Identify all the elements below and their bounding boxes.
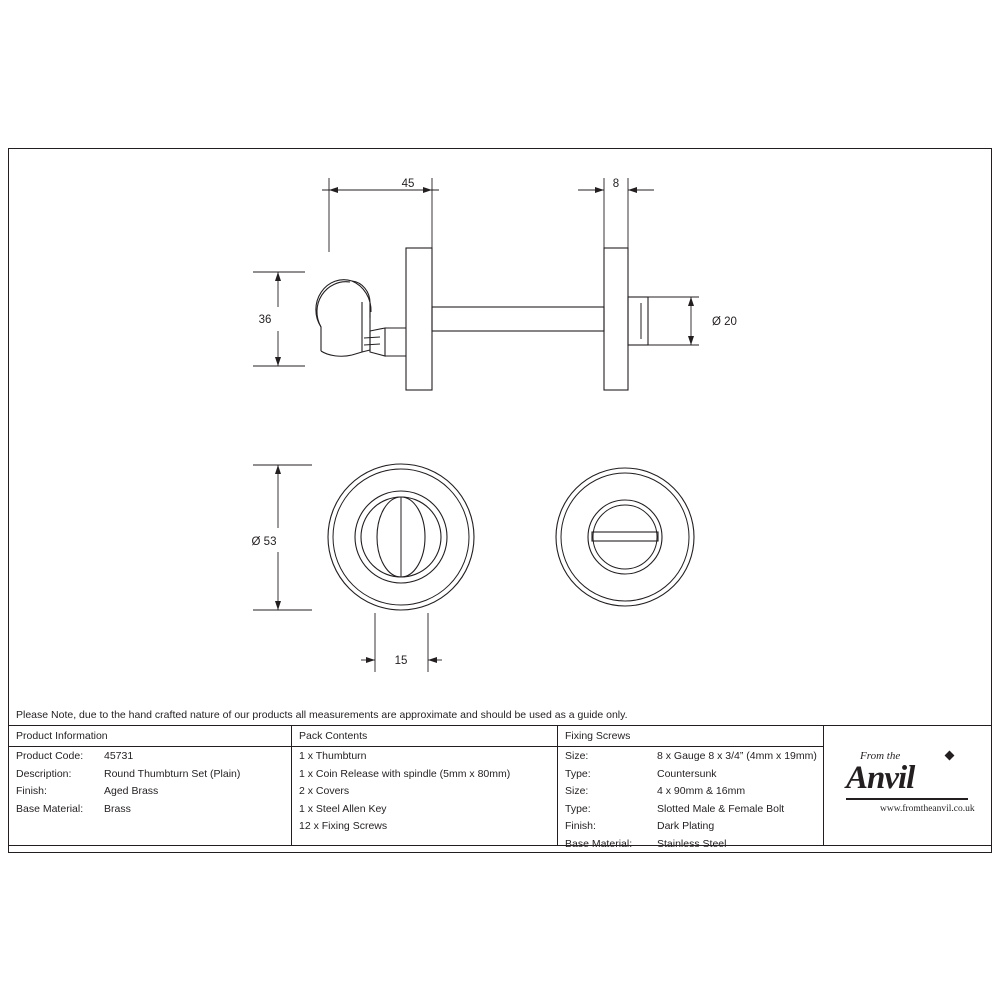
info-table bbox=[8, 726, 992, 850]
row-value: Round Thumbturn Set (Plain) bbox=[104, 767, 241, 780]
dim-label-dia-20: Ø 20 bbox=[712, 316, 737, 328]
row-label: Type: bbox=[565, 802, 591, 815]
row-value: 8 x Gauge 8 x 3/4” (4mm x 19mm) bbox=[657, 750, 817, 762]
logo-url-text: www.fromtheanvil.co.uk bbox=[880, 804, 975, 814]
table-row bbox=[565, 801, 823, 819]
dimension-45 bbox=[322, 178, 439, 252]
logo-brand-text: Anvil bbox=[846, 760, 915, 796]
measurement-note: Please Note, due to the hand crafted nature of our products all measurements are approximate and should be used as a guide only. bbox=[8, 704, 992, 726]
fixing-screws-column bbox=[557, 726, 823, 850]
list-item: 12 x Fixing Screws bbox=[299, 820, 388, 832]
table-row bbox=[16, 783, 291, 801]
dim-label-dia-53: Ø 53 bbox=[251, 536, 277, 548]
diamond-icon bbox=[945, 751, 955, 761]
row-label: Type: bbox=[565, 767, 591, 780]
row-value: Dark Plating bbox=[657, 820, 715, 832]
row-value: Slotted Male & Female Bolt bbox=[657, 802, 785, 815]
product-information-heading: Product Information bbox=[16, 730, 108, 742]
pack-contents-column bbox=[291, 726, 557, 846]
table-row bbox=[16, 766, 291, 784]
row-label: Size: bbox=[565, 750, 589, 762]
row-label: Finish: bbox=[565, 820, 596, 832]
list-item: 1 x Coin Release with spindle (5mm x 80mm) bbox=[299, 767, 511, 780]
product-information-column bbox=[9, 726, 291, 846]
row-label: Base Material: bbox=[16, 802, 84, 815]
header-divider bbox=[292, 746, 557, 747]
row-label: Product Code: bbox=[16, 750, 84, 762]
pack-contents-heading: Pack Contents bbox=[299, 730, 368, 742]
header-divider bbox=[9, 746, 291, 747]
row-value: Countersunk bbox=[657, 767, 717, 780]
row-value: 45731 bbox=[104, 750, 134, 762]
table-row bbox=[565, 748, 823, 766]
row-label: Base Material: bbox=[565, 837, 633, 850]
table-row bbox=[16, 801, 291, 819]
list-item: 2 x Covers bbox=[299, 785, 350, 797]
row-value: Aged Brass bbox=[104, 785, 159, 797]
brand-logo bbox=[823, 726, 993, 846]
row-value: Stainless Steel bbox=[657, 837, 727, 850]
table-row bbox=[16, 748, 291, 766]
table-row bbox=[565, 836, 823, 854]
table-row bbox=[565, 766, 823, 784]
row-label: Size: bbox=[565, 785, 589, 797]
logo-divider bbox=[846, 798, 968, 800]
list-item: 1 x Thumbturn bbox=[299, 750, 367, 762]
dim-label-45: 45 bbox=[401, 178, 415, 190]
fixing-screws-heading: Fixing Screws bbox=[565, 730, 631, 742]
dimension-dia-20 bbox=[641, 297, 699, 345]
dim-label-15: 15 bbox=[394, 655, 408, 667]
table-row bbox=[565, 818, 823, 836]
table-row bbox=[565, 783, 823, 801]
row-label: Description: bbox=[16, 767, 72, 780]
logo-from-the-text: From the bbox=[860, 750, 901, 762]
row-value: 4 x 90mm & 16mm bbox=[657, 785, 746, 797]
list-item: 1 x Steel Allen Key bbox=[299, 802, 387, 815]
row-label: Finish: bbox=[16, 785, 47, 797]
dim-label-36: 36 bbox=[258, 314, 272, 326]
dim-label-8: 8 bbox=[612, 178, 620, 190]
header-divider bbox=[558, 746, 823, 747]
row-value: Brass bbox=[104, 802, 131, 815]
